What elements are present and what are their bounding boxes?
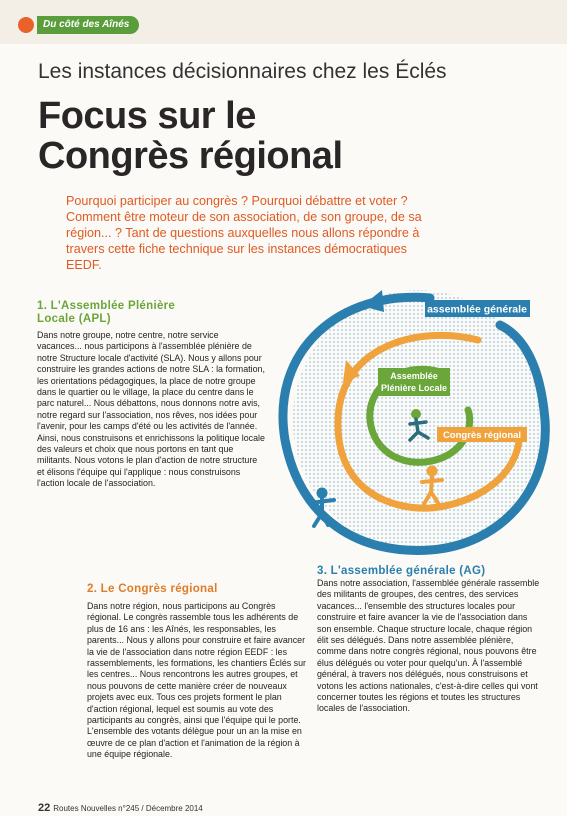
section1-title-1: 1. L'Assemblée Plénière — [37, 300, 176, 312]
page-number: 22 — [38, 802, 51, 814]
apl-label-2: Plénière Locale — [380, 383, 448, 393]
section3-title: 3. L'assemblée générale (AG) — [317, 565, 486, 577]
title-line-1: Focus sur le — [38, 95, 256, 137]
kicker: Les instances décisionnaires chez les Éclés — [38, 60, 447, 83]
title-line-2: Congrès régional — [38, 135, 343, 177]
section-tag-label: Du côté des Aînés — [37, 16, 139, 34]
section1-title-2: Locale (APL) — [37, 313, 111, 325]
apl-label-1: Assemblée — [390, 371, 438, 381]
section1-body: Dans notre groupe, notre centre, notre service vacances... nous participons à l'assemblée plénière de notre Structure locale d'activité (SLA). Nous y allons pour construire les grandes actions de notre SLA : la formation, les orientations pédagogiques, la place de notre groupe dans le quartier ou le village, la place du centre dans le parc naturel... Nous débattons, nous donnons notre avis, notre regard sur l'association, nos rêves, nos idées pour l'avenir, pour les camps d'été ou les activités de l'année. Ainsi, nous construisons et enrichissons la politique locale des valeurs et choix que nous portons en tant que militants. Nous votons le plan d'action de notre structure et élisons l'équipe qui l'applique : nous construisons l'action locale de l'association. — [37, 330, 265, 489]
section3-body: Dans notre association, l'assemblée générale rassemble des militants de groupes, des centres, des services vacances... l'ensemble des structures locales pour construire et faire avancer la vie de l'association dans son ensemble. Chaque structure locale, chaque région élit ses délégués. Dans notre assemblée plénière, comme dans notre congrès régional, nous pouvons être élus délégués ou voter pour quelqu'un. À l'assemblé général, à travers nos délégués, nous construisons et votons les actions nationales, c'est-à-dire celles qui vont concerner toutes les régions et toutes les structures locales de l'association. — [317, 578, 540, 714]
intro-text: Pourquoi participer au congrès ? Pourquoi débattre et voter ? Comment être moteur de son association, de son groupe, de sa région... ? Tant de questions auxquelles nous allons répondre à travers cette fiche technique sur les instances démocratiques EEDF. — [66, 194, 422, 272]
section2-title: 2. Le Congrès régional — [87, 583, 218, 595]
section1-title — [37, 300, 257, 326]
ag-label: assemblée générale — [427, 303, 527, 316]
section2-body: Dans notre région, nous participons au Congrès régional. Le congrès rassemble tous les adhérents de plus de 16 ans : les Aînés, les responsables, les parents... Nous y allons pour construire et faire avancer la vie de l'association dans notre région EEDF : les rassemblements, les formations, les chantiers Éclés sur les centres... Nous rencontrons les autres groupes, et nous pouvons de cette manière créer de nouveaux projets avec eux. Tous ces projets forment le plan d'action régional, lequel est soumis au vote des participants au congrès, ainsi que l'équipe qui le porte. L'ensemble des votants délègue pour un an la mise en œuvre de ce plan d'action et l'animation de la région à une équipe régionale. — [87, 601, 306, 760]
footer — [38, 802, 203, 814]
cr-label: Congrès régional — [442, 430, 522, 441]
publication: Routes Nouvelles n°245 / Décembre 2014 — [53, 804, 203, 813]
